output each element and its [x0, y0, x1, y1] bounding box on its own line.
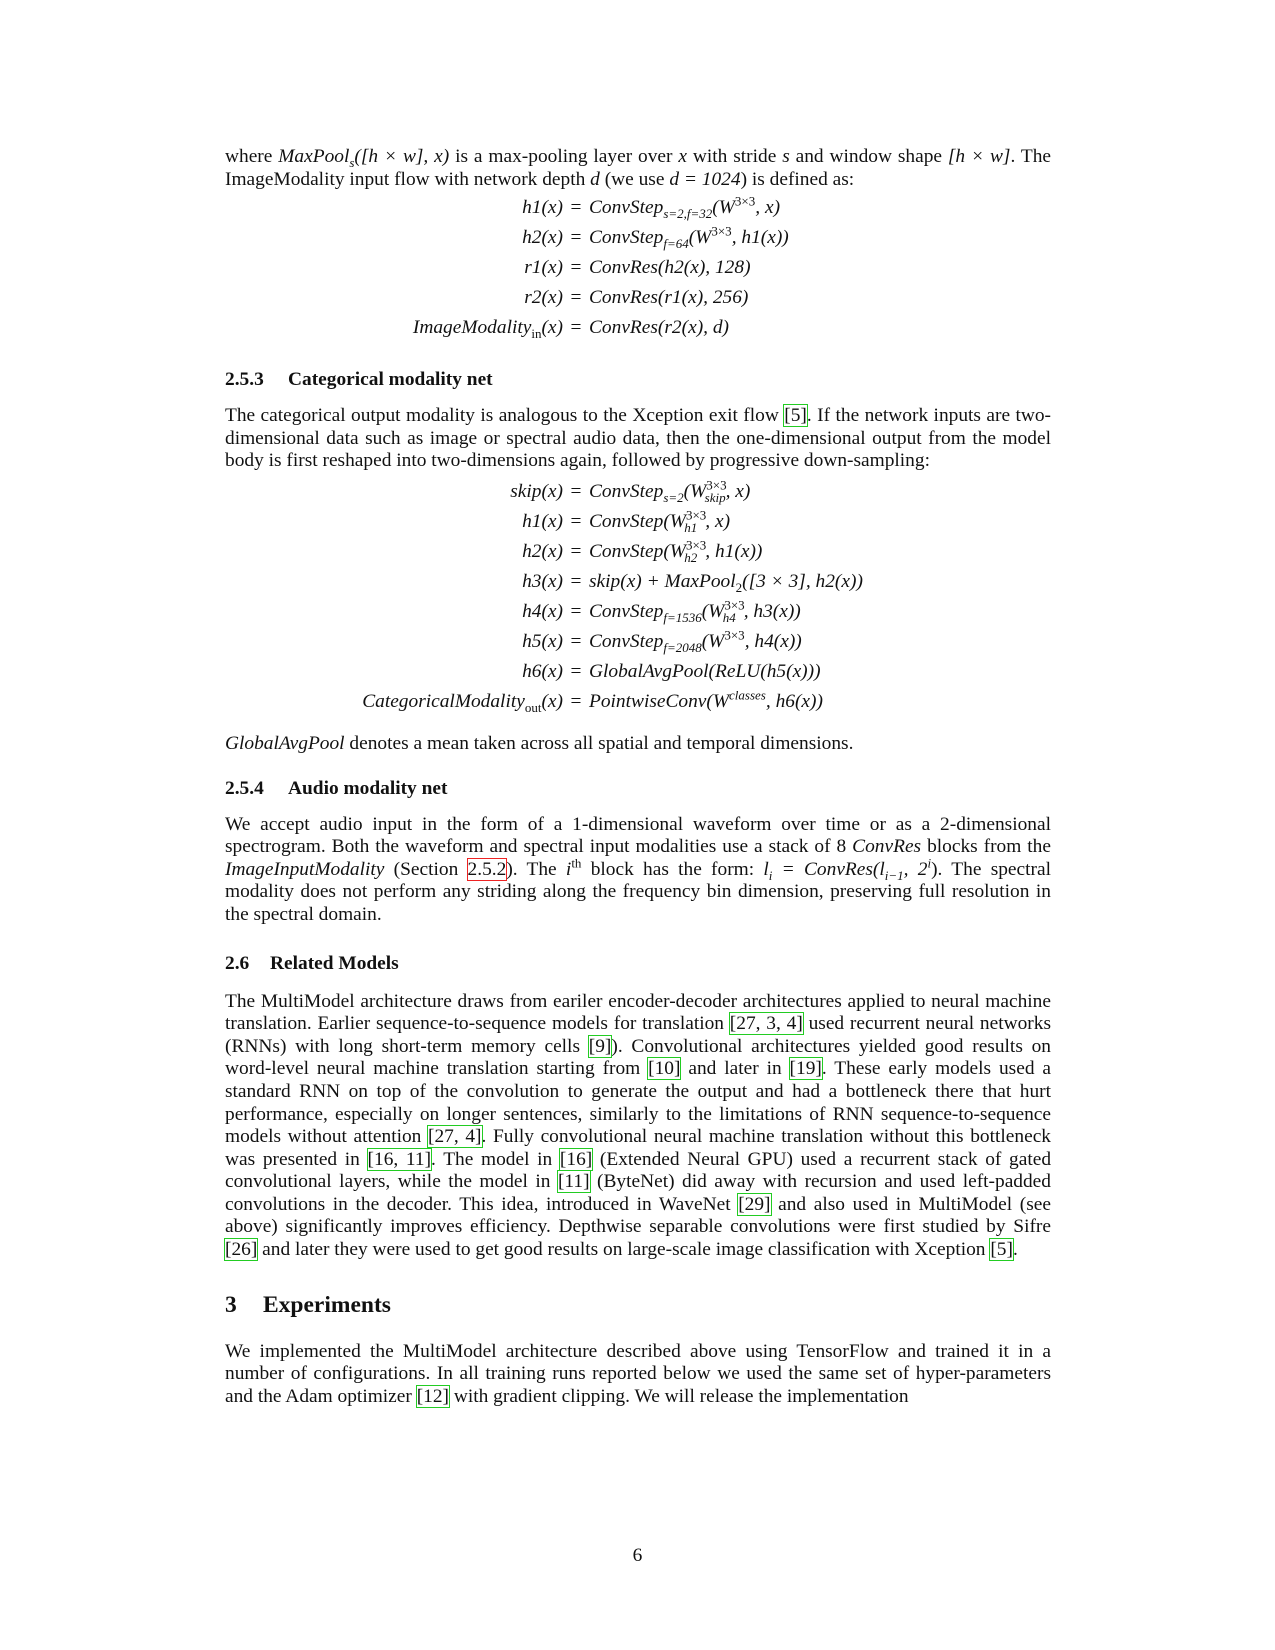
citation-link[interactable]: [5]	[784, 405, 807, 427]
section-heading-2-5-3: 2.5.3 Categorical modality net	[225, 369, 493, 391]
section-heading-2-5-4: 2.5.4 Audio modality net	[225, 777, 448, 799]
citation-link[interactable]: [10]	[648, 1058, 681, 1080]
equation-row: h1(x) = $ConvStep(W^{3\times 3}_{h1}$ , x)	[522, 507, 731, 535]
citation-link[interactable]: [11]	[557, 1171, 590, 1193]
equation-row: CategoricalModality$_{out}$(x) = $PointwiseConv(W^{classes}$, h6(x))	[362, 687, 823, 715]
citation-link[interactable]: [12]	[416, 1385, 450, 1407]
experiments-paragraph: We implemented the MultiModel architecture described above using TensorFlow and trained it in a number of configurations. In all training runs reported below we used the same set of hyper-parameters and the Adam optimizer [12] with gradient clipping. We will release the implementation	[225, 1340, 1051, 1407]
equation-row: h2(x) = $ConvStep(W^{3\times 3}_{h2}$ , h1(x))	[522, 537, 763, 565]
equation-row: r1(x) = ConvRes(h2(x), 128)	[524, 257, 751, 279]
citation-link[interactable]: [16]	[559, 1148, 593, 1170]
citation-link[interactable]: [26]	[225, 1239, 258, 1261]
related-models-paragraph: The MultiModel architecture draws from eariler encoder-decoder architectures applied to neural machine translation. Earlier sequence-to-sequence models for translation [27, 3, 4] used recurrent neural networks (RNNs) with long short-term memory cells [9]). Convolutional architectures yielded good results on word-level neural machine translation starting from [10] and later in [19]. These early models used a standard RNN on top of the convolution to generate the output and had a bottleneck there that hurt performance, especially on longer sentences, similarly to the limitations of RNN sequence-to-sequence models without attention [27, 4]. Fully convolutional neural machine translation without this bottleneck was presented in [16, 11]. The model in [16] (Extended Neural GPU) used a recurrent stack of gated convolutional layers, while the model in [11] (ByteNet) did away with recursion and used left-padded convolutions in the decoder. This idea, introduced in WaveNet [29] and also used in MultiModel (see above) significantly improves efficiency. Depthwise separable convolutions were first studied by Sifre [26] and later they were used to get good results on large-scale image classification with Xception [5].	[225, 990, 1052, 1261]
citation-link[interactable]: [16, 11]	[367, 1148, 432, 1170]
section-heading-3: 3 Experiments	[225, 1291, 391, 1318]
equation-row: h5(x) = $ConvStep_{f=2048}(W^{3\times 3}$, h4(x))	[522, 627, 802, 655]
equation-row: h4(x) = $ConvStep_{f=1536}(W^{3\times 3}_{h4}$ , h3(x))	[522, 597, 801, 625]
image-modality-equations	[225, 193, 1051, 347]
citation-link[interactable]: [29]	[738, 1193, 771, 1215]
section-link[interactable]: 2.5.2	[467, 858, 507, 880]
equation-row: h1(x) = $ConvStep_{s=2,f=32}(W^{3\times 3}$, x)	[522, 193, 781, 222]
equation-row: h3(x) = skip(x) + MaxPool$_2$([3 × 3], h2(x))	[522, 570, 863, 595]
citation-link[interactable]: [19]	[789, 1058, 822, 1080]
audio-paragraph: We accept audio input in the form of a 1-dimensional waveform over time or as a 2-dimensional spectrogram. Both the waveform and spectral input modalities use a stack of 8 ConvRes blocks from the ImageInputModality (Section 2.5.2). The $i^{th}$ block has the form: $l_i$ = $ConvRes(l_{i-1}$, 2$^i$). The spectral modality does not perform any striding along the frequency bin dimension, preserving full resolution in the spectral domain.	[225, 813, 1051, 925]
citation-link[interactable]: [27, 3, 4]	[729, 1013, 803, 1035]
equation-row: ImageModality$_{in}$(x) = ConvRes(r2(x), d)	[412, 317, 729, 342]
equation-row: skip(x) = $ConvStep_{s=2}(W^{3\times 3}_{skip}$, x)	[510, 477, 751, 505]
equation-row: h6(x) = GlobalAvgPool(ReLU(h5(x)))	[522, 660, 821, 682]
citation-link[interactable]: [5]	[990, 1239, 1013, 1261]
section-heading-2-6: 2.6 Related Models	[225, 952, 399, 974]
page-body	[225, 146, 1051, 1408]
global-avg-pool-note: GlobalAvgPool denotes a mean taken across all spatial and temporal dimensions.	[225, 732, 854, 754]
equation-row: h2(x) = $ConvStep_{f=64}(W^{3\times 3}$, h1(x))	[522, 223, 789, 252]
categorical-paragraph: The categorical output modality is analogous to the Xception exit flow [5]. If the network inputs are two-dimensional data such as image or spectral audio data, then the one-dimensional output from the model body is first reshaped into two-dimensions again, followed by progressive down-sampling:	[225, 405, 1052, 472]
intro-paragraph: where MaxPool$_s$([h × w], x) is a max-pooling layer over x with stride s and window shape [h × w]. The ImageModality input flow with network depth d (we use d = 1024) is defined as:	[225, 146, 1051, 190]
categorical-equations	[225, 477, 1051, 721]
citation-link[interactable]: [27, 4]	[428, 1126, 482, 1148]
page-number: 6	[632, 1545, 643, 1566]
equation-row: r2(x) = ConvRes(r1(x), 256)	[524, 287, 749, 309]
citation-link[interactable]: [9]	[588, 1035, 612, 1057]
